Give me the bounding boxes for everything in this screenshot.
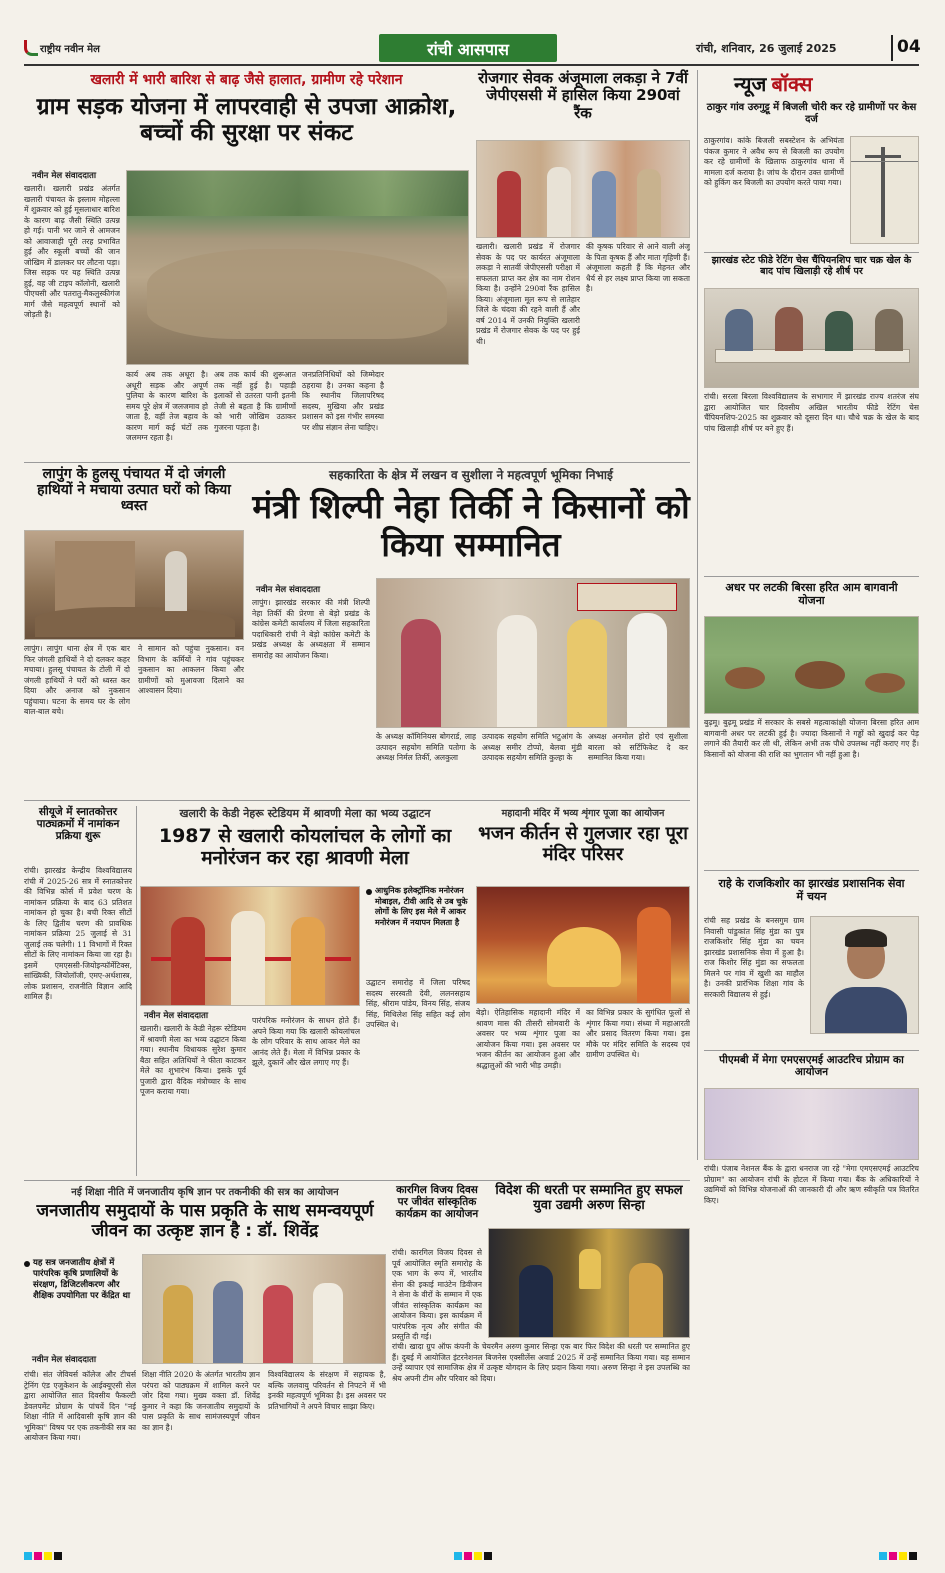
bhajan-col2: का विभिन्न प्रकार के सुगंधित फूलों से शृंगार किया गया। संध्या में महाआरती और प्रसाद वितरण किया गया। इस मौके पर मंदिर समिति के सदस्य एवं ग्रामीण उपस्थित थे। xyxy=(586,1008,690,1059)
chess-player-b xyxy=(775,307,803,351)
flood-photo xyxy=(126,170,469,365)
jpsc-body: खलारी। खलारी प्रखंड में रोजगार सेवक के पद पर कार्यरत अंजूमाला लकड़ा ने सातवीं जेपीएससी परीक्षा में सफलता प्राप्त कर क्षेत्र का नाम रोशन किया है। उन्होंने 290वां रैंक हासिल किया। अंजूमाला मूल रूप से लातेहार जिले के चंदवा की रहने वाली हैं और वर्ष 2014 में उनकी नियुक्ति खलारी प्रखंड में रोजगार सेवक के पद पर हुई थी। xyxy=(476,242,580,346)
story-bhajan xyxy=(476,806,690,1176)
shravani-body: खलारी। खलारी के केडी नेहरू स्टेडियम में श्रावणी मेला का भव्य उद्घाटन किया गया। स्थानीय विधायक सुरेश कुमार बैठा सहित अतिथियों ने फीता काटकर मेले का शुभारंभ किया। इसके पूर्व पुजारी द्वारा वैदिक मंत्रोच्चार के साथ पूजन कराया गया। xyxy=(140,1024,246,1096)
story-jpsc xyxy=(476,70,690,460)
chess-table xyxy=(715,349,910,363)
jpsc-headline: रोजगार सेवक अंजूमाला लकड़ा ने 7वीं जेपीएससी में हासिल किया 290वां रैंक xyxy=(478,69,688,122)
arun-trophy-icon xyxy=(579,1249,601,1289)
minister-headline: मंत्री शिल्पी नेहा तिर्की ने किसानों को किया सम्मानित xyxy=(252,487,690,564)
story-exam xyxy=(24,806,132,1176)
tribal-person-a xyxy=(163,1285,193,1364)
exam-divider xyxy=(136,806,137,1176)
tribal-person-b xyxy=(213,1281,243,1364)
shravani-highlight-box xyxy=(366,886,470,976)
arun-person-a xyxy=(519,1265,553,1338)
sep-flood-bottom xyxy=(24,462,690,463)
flood-col2: कार्य अब तक अधूरा है। अधूरी सड़क और अपूर्ण पुलिया के कारण बारिश के समय पूरे क्षेत्र में जलजमाव हो जाता है, वहीं तेज बहाव के कारण मार्ग कई घंटों तक जलमग्न रहता है। xyxy=(126,370,208,442)
shravani-byline: नवीन मेल संवाददाता xyxy=(144,1011,209,1021)
jpsc-body2: की कृषक परिवार से आने वाली अंजू के पिता कृषक हैं और माता गृहिणी हैं। अंजूमाला कहती हैं कि मेहनत और धैर्य से हर लक्ष्य प्राप्त किया जा सकता है। xyxy=(586,242,690,293)
news-box-title-b: बॉक्स xyxy=(771,72,813,96)
portrait-photo xyxy=(810,916,919,1034)
flood-photo-label xyxy=(133,352,243,360)
mango-photo xyxy=(704,616,919,714)
shravani-col3: उद्घाटन समारोह में जिला परिषद सदस्य सरस्वती देवी, ललनसहाय सिंह, श्रीराम पांडेय, विनय सिंह, संजय सिंह, मिथिलेश सिंह सहित कई लोग उपस्थित थे। xyxy=(366,978,470,1029)
masthead-rule xyxy=(24,64,919,66)
section-title: रांची आसपास xyxy=(427,40,509,59)
elephant-photo-person xyxy=(165,551,187,611)
news-box-title-a: न्यूज xyxy=(734,72,767,96)
shivling-icon xyxy=(547,927,621,987)
tribal-byline: नवीन मेल संवाददाता xyxy=(32,1355,97,1365)
dateline: रांची, शनिवार, 26 जुलाई 2025 xyxy=(696,42,837,55)
news-box-title xyxy=(734,70,914,96)
wire-line xyxy=(851,161,919,162)
jpsc-photo-figure-c xyxy=(592,171,616,238)
exam-body: रांची। झारखंड केन्द्रीय विश्वविद्यालय रांची में 2025-26 सत्र में स्नातकोत्तर की विभिन्न कोर्स में प्रवेश चरण के नामांकन प्रक्रिया के बाद 63 प्रतिशत नामांकन हो चुका है। बची रिक्त सीटों के लिए द्वितीय चरण की प्रावधिक नामांकन प्रक्रिया 25 जुलाई से 31 जुलाई तक चलेगी। 11 विभागों में रिक्त सीटों के लिए नामांकन किया जा रहा है। इसमें एमएससी-जियोइन्फॉर्मेटिक्स, सांख्यिकी, जियोलॉजी, एमए-अर्थशास्त्र, लोक प्रशासन, राजनीति विज्ञान आदि शामिल हैं। xyxy=(24,866,132,1001)
minister-photo-man-b xyxy=(567,619,607,728)
newsbox-item1-head: ठाकुर गांव उरुगुट्टू में बिजली चोरी कर रहे ग्रामीणों पर केस दर्ज xyxy=(706,102,917,125)
story-minister xyxy=(252,466,690,796)
cyan-mark-center xyxy=(454,1552,462,1560)
sep-middle xyxy=(24,800,690,801)
arun-photo xyxy=(488,1228,690,1338)
tribal-bullet-icon xyxy=(24,1261,30,1267)
story-elephant xyxy=(24,466,244,796)
tribal-photo xyxy=(142,1254,386,1364)
story-shravani xyxy=(140,806,470,1176)
newsbox-item3-body: बुढ़मू। बुढ़मू प्रखंड में सरकार के सबसे महत्वाकांक्षी योजना बिरसा हरित आम बागवानी अधर पर लटकी हुई है। ज्यादा किसानों ने गड्ढों को खुदाई कर पेड़ लगाने की तैयारी कर ली थी, लेकिन अभी तक पौधे उपलब्ध नहीं कराए गए हैं। किसानों को योजना की राशि का भुगतान भी नहीं हुआ है। xyxy=(704,718,919,759)
arun-headline: विदेश की धरती पर सम्मानित हुए सफल युवा उद्यमी अरुण सिन्हा xyxy=(495,1183,683,1213)
jpsc-photo-figure-a xyxy=(497,171,521,238)
kargil-headline: कारगिल विजय दिवस पर जीवंत सांस्कृतिक कार्यक्रम का आयोजन xyxy=(395,1184,479,1221)
shravani-kicker: खलारी के केडी नेहरू स्टेडियम में श्रावणी मेला का भव्य उद्घाटन xyxy=(179,807,431,820)
page-number: 04 xyxy=(897,37,921,57)
flood-lead: खलारी। खलारी प्रखंड अंतर्गत खलारी पंचायत के इस्लाम मोहल्ला में शुक्रवार को हुई मूसलाधार बारिश के कारण बाढ़ जैसी स्थिति उत्पन्न हो गई। पानी भर जाने से आमजन को आवाजाही पूरी तरह प्रभावित हुई और स्कूली बच्चों की जान जोखिम में डालकर घर लौटना पड़ा। जिस सड़क पर यह स्थिति उत्पन्न हुई, वह जी टाइप कॉलोनी, खलारी पीएचसी और पतरातु-मैकलुस्कीगंज मार्ग जैसे महत्वपूर्ण स्थानों को जोड़ती है। xyxy=(24,184,120,319)
tribal-col3: विश्वविद्यालय के संरक्षण में सहायक है, बल्कि जलवायु परिवर्तन से निपटने में भी इनकी महत्वपूर्ण भूमिका है। इस अवसर पर प्रतिभागियों ने अपने विचार साझा किए। xyxy=(268,1370,386,1411)
black-mark-right xyxy=(909,1552,917,1560)
shravani-col2: पारंपरिक मनोरंजन के साधन होते हैं। अपने किया गया कि खलारी कोयलांचल के लोग परिवार के साथ आकर मेले का आनंद लेते हैं। मेला में विभिन्न प्रकार के झूले, दुकानें और खेल लगाए गए हैं। xyxy=(252,1016,360,1067)
tribal-body: रांची। संत जेवियर्स कॉलेज और टीचर्स ट्रेनिंग एंड एजुकेशन के आईक्यूएसी सेल द्वारा आयोजित सात दिवसीय फैकल्टी डेवलपमेंट प्रोग्राम के पांचवें दिन "नई शिक्षा नीति में आदिवासी कृषि ज्ञान की भूमिका" विषय पर एक तकनीकी सत्र का आयोजन किया गया। xyxy=(24,1370,136,1442)
bhajan-body: बेड़ो। ऐतिहासिक महादानी मंदिर में श्रावण मास की तीसरी सोमवारी के अवसर पर भव्य शृंगार पूजा का आयोजन किया गया। इस अवसर पर भजन कीर्तन का आयोजन हुआ और श्रद्धालुओं की भारी भीड़ उमड़ी। xyxy=(476,1008,580,1070)
jpsc-photo-figure-b xyxy=(547,167,571,238)
newsbox-sep2 xyxy=(704,576,919,577)
cyan-mark xyxy=(24,1552,32,1560)
minister-caption: के अध्यक्ष कॉमिनियस बोगरार्ड, लाह उत्पादन सहयोग समिति पतोगा के अध्यक्ष निर्मल तिर्की, अलकुला xyxy=(376,732,476,762)
elephant-photo-wall xyxy=(55,541,135,611)
newsbox-item2-body: रांची। सरला बिरला विश्वविद्यालय के सभागार में झारखंड राज्य शतरंज संघ द्वारा आयोजित चार दिवसीय अखिल भारतीय फीडे रेटिंग चेस चैंपियनशिप-2025 का शुक्रवार को दूसरा दिन था। चौथे चक्र के खेल के बाद पांच खिलाड़ी शीर्ष पर बने हुए हैं। xyxy=(704,392,919,433)
tribal-highlight: यह सत्र जनजातीय क्षेत्रों में पारंपरिक कृषि प्रणालियों के संरक्षण, डिजिटलीकरण और शैक्षिक उपयोगिता पर केंद्रित था xyxy=(33,1258,131,1301)
newsbox-item5-head: पीएमबी में मेगा एमएसएमई आउटरिच प्रोग्राम का आयोजन xyxy=(719,1054,904,1079)
mango-pit-c xyxy=(865,673,905,693)
chess-player-a xyxy=(725,309,753,351)
minister-kicker: सहकारिता के क्षेत्र में लखन व सुशीला ने महत्वपूर्ण भूमिका निभाई xyxy=(329,468,613,482)
flood-col3: अब तक कार्य की शुरूआत तक नहीं हुई है। पहाड़ी इलाकों से उतरता पानी इतनी तेजी से बहता है कि ग्रामीणों को भारी जोखिम उठाकर गुजरना पड़ता है। xyxy=(214,370,296,432)
portrait-hair xyxy=(845,929,887,947)
newsbox-item3-head: अधर पर लटकी बिरसा हरित आम बागवानी योजना xyxy=(725,581,898,607)
registration-strip xyxy=(24,1550,919,1562)
shravani-person-c xyxy=(291,917,325,1006)
arun-person-b xyxy=(629,1263,663,1338)
cyan-mark-right xyxy=(879,1552,887,1560)
tribal-headline: जनजातीय समुदायों के पास प्रकृति के साथ समन्वयपूर्ण जीवन का उत्कृष्ट ज्ञान है : डॉ. शिवेंद्र xyxy=(36,1201,374,1241)
elephant-photo xyxy=(24,530,244,640)
minister-col4: अध्यक्ष अनमोल होरो एवं सुशीला बारला को सर्टिफिकेट दे कर सम्मानित किया गया। xyxy=(588,732,688,762)
black-mark-center xyxy=(484,1552,492,1560)
shravani-person-a xyxy=(171,917,205,1006)
flood-headline: ग्राम सड़क योजना में लापरवाही से उपजा आक्रोश, बच्चों की सुरक्षा पर संकट xyxy=(36,94,457,147)
portrait-shirt xyxy=(825,987,907,1034)
magenta-mark-center xyxy=(464,1552,472,1560)
logo-swoosh-icon xyxy=(24,40,38,56)
tribal-highlight-box xyxy=(24,1258,136,1348)
elephant-photo-rubble xyxy=(35,607,235,637)
bhajan-headline: भजन कीर्तन से गुलजार रहा पूरा मंदिर परिसर xyxy=(478,823,688,865)
yellow-mark xyxy=(44,1552,52,1560)
electric-pole-crossbar xyxy=(865,155,901,158)
newsbox-item2-head: झारखंड स्टेट फीडे रेटिंग चेस चैंपियनशिप चार चक्र खेल के बाद पांच खिलाड़ी रहे शीर्ष पर xyxy=(711,255,912,277)
newsbox-sep3 xyxy=(704,870,919,871)
newsbox-item4-body: रांची सह प्रखंड के बनसगुम ग्राम निवासी पांडुकांत सिंह मुंडा का पुत्र राजकिशोर सिंह मुंडा का चयन झारखंड प्रशासनिक सेवा में हुआ है। राज किशोर सिंह मुंडा का सफलता मिलने पर गांव में खुशी का माहौल है। उनकी प्रारंभिक शिक्षा गांव के सरकारी विद्यालय से हुई। xyxy=(704,916,804,999)
right-column-divider xyxy=(697,70,698,1160)
arun-body: रांची। खादा ग्रुप ऑफ कंपनी के चेयरमैन अरुण कुमार सिन्हा एक बार फिर विदेश की धरती पर सम्मानित हुए हैं। दुबई में आयोजित इंटरनेशनल बिजनेस एक्सीलेंस अवार्ड 2025 में उन्हें सम्मानित किया गया। यह सम्मान उन्हें व्यापार एवं सामाजिक क्षेत्र में उत्कृष्ट योगदान के लिए प्रदान किया गया। अरुण सिन्हा ने इस उपलब्धि का श्रेय अपनी टीम और परिवार को दिया। xyxy=(392,1342,690,1383)
sep-lower xyxy=(24,1180,690,1181)
tribal-person-c xyxy=(263,1285,293,1364)
bhajan-kicker: महादानी मंदिर में भव्य शृंगार पूजा का आयोजन xyxy=(501,808,665,819)
newsbox-illustration xyxy=(850,136,919,244)
flood-byline: नवीन मेल संवाददाता xyxy=(32,171,97,181)
minister-col3: उत्पादक सहयोग समिति भटुआंग के अध्यक्ष समीर टोप्पो, बेलवा मुंडी उत्पादक सहयोग समिति कुल्हा के xyxy=(482,732,582,762)
chess-player-d xyxy=(875,309,903,351)
chess-photo xyxy=(704,288,919,388)
yellow-mark-right xyxy=(899,1552,907,1560)
jpsc-photo xyxy=(476,140,690,238)
shravani-person-b xyxy=(231,911,265,1006)
newsbox-sep1 xyxy=(704,252,919,253)
section-banner xyxy=(379,34,557,62)
masthead xyxy=(24,34,919,64)
minister-photo-banner xyxy=(577,583,677,611)
chess-player-c xyxy=(825,311,853,351)
tribal-person-d xyxy=(313,1283,343,1364)
mango-pit-b xyxy=(795,661,845,689)
newsbox-item1-body: ठाकुरगांव। कांके बिजली सबस्टेशन के अभियंता पंकज कुमार ने अवैध रूप से बिजली का उपयोग कर रहे ग्रामीणों के खिलाफ ठाकुरगांव थाना में मामला दर्ज कराया है। जांच के दौरान उक्त ग्रामीणों को हुकिंग कर बिजली का उपयोग करते पाया गया। xyxy=(704,136,844,187)
flood-photo-water xyxy=(147,249,447,339)
flood-kicker: खलारी में भारी बारिश से बाढ़ जैसे हालात, ग्रामीण रहे परेशान xyxy=(90,72,403,88)
kargil-body: रांची। कारगिल विजय दिवस से पूर्व आयोजित स्मृति समारोह के एक भाग के रूप में, भारतीय सेना की इकाई माउंटेन डिवीजन ने सेना के वीरों के सम्मान में एक जीवंत सांस्कृतिक कार्यक्रम का आयोजन किया। इस कार्यक्रम में पारंपरिक नृत्य और संगीत की प्रस्तुति दी गई। xyxy=(392,1248,482,1341)
temple-priest xyxy=(637,907,671,1004)
bank-photo xyxy=(704,1088,919,1160)
shravani-photo xyxy=(140,886,360,1006)
shravani-highlight: आधुनिक इलेक्ट्रॉनिक मनोरंजन मोबाइल, टीवी आदि से उब चुके लोगों के लिए इस मेले में आकर मनोरंजन में नयापन मिलता है xyxy=(375,886,468,927)
mango-pit-a xyxy=(725,667,765,689)
minister-photo-man-a xyxy=(497,615,537,728)
tribal-kicker: नई शिक्षा नीति में जनजातीय कृषि ज्ञान पर तकनीकी की सत्र का आयोजन xyxy=(71,1187,339,1198)
elephant-body2: ने सामान को पहुंचा नुकसान। वन विभाग के कर्मियों ने गांव पहुंचकर नुकसान का आकलन किया और ग्रामीणों को मुआवजा दिलाने का आश्वासन दिया। xyxy=(138,644,244,695)
minister-photo-woman xyxy=(401,619,441,728)
elephant-body: लापुंग। लापुंग थाना क्षेत्र में एक बार फिर जंगली हाथियों ने दो दलकर कहर मचाया। हुलसू पंचायत के टोली में दो जंगली हाथियों ने घरों को ध्वस्त कर दिया और अनाज को नुकसान पहुंचाया। घटना के समय घर के लोग बाल-बाल बचे। xyxy=(24,644,130,716)
elephant-headline: लापुंग के हुलसू पंचायत में दो जंगली हाथियों ने मचाया उत्पात घरों को किया ध्वस्त xyxy=(37,466,231,515)
black-mark xyxy=(54,1552,62,1560)
temple-photo xyxy=(476,886,690,1004)
page-number-box xyxy=(891,35,919,61)
minister-byline: नवीन मेल संवाददाता xyxy=(256,585,321,595)
minister-body: लापुंग। झारखंड सरकार की मंत्री शिल्पी नेहा तिर्की की प्रेरणा से बेड़ो प्रखंड के कांग्रेस कमेटी कार्यालय में जिला सहकारिता पदाधिकारी रांची ने बेड़ो कांग्रेस कमेटी के प्रखंड अध्यक्ष के अध्यक्षता में सम्मान समारोह का आयोजन किया। xyxy=(252,598,370,660)
paper-name: राष्ट्रीय नवीन मेल xyxy=(40,44,100,55)
tribal-col2: शिक्षा नीति 2020 के अंतर्गत भारतीय ज्ञान परंपरा को पाठ्यक्रम में शामिल करने पर जोर दिया गया। मुख्य वक्ता डॉ. शिवेंद्र कुमार ने कहा कि जनजातीय समुदायों के पास प्रकृति के साथ सामंजस्यपूर्ण जीवन का ज्ञान है। xyxy=(142,1370,260,1432)
flood-col4: जनप्रतिनिधियों को जिम्मेदार ठहराया है। उनका कहना है कि स्थानीय जिलापरिषद सदस्य, मुखिया और प्रखंड प्रशासन को इस गंभीर समस्या पर शीघ्र संज्ञान लेना चाहिए। xyxy=(302,370,384,432)
newsbox-sep4 xyxy=(704,1050,919,1051)
story-flood xyxy=(24,70,469,460)
bullet-icon xyxy=(366,889,372,895)
masthead-logo-block xyxy=(24,36,124,62)
jpsc-photo-figure-d xyxy=(637,169,661,238)
flood-photo-trees xyxy=(127,171,469,216)
exam-headline: सीयूजे में स्नातकोत्तर पाठ्यक्रमों में नामांकन प्रक्रिया शुरू xyxy=(36,806,120,843)
minister-photo xyxy=(376,578,690,728)
minister-photo-man-c xyxy=(627,613,667,728)
story-tribal xyxy=(24,1184,386,1544)
yellow-mark-center xyxy=(474,1552,482,1560)
magenta-mark-right xyxy=(889,1552,897,1560)
newsbox-item5-body: रांची। पंजाब नेशनल बैंक के द्वारा धनराज जा रहे "मेगा एमएसएमई आउटरिच प्रोग्राम" का आयोजन रांची के होटल में किया गया। बैंक के अधिकारियों ने उद्यमियों को विभिन्न योजनाओं की जानकारी दी और ऋण स्वीकृति पत्र वितरित किए। xyxy=(704,1164,919,1205)
newsbox-item4-head: राहे के राजकिशोर का झारखंड प्रशासनिक सेवा में चयन xyxy=(718,877,905,903)
magenta-mark xyxy=(34,1552,42,1560)
news-box xyxy=(704,70,919,1160)
shravani-headline: 1987 से खलारी कोयलांचल के लोगों का मनोरंजन कर रहा श्रावणी मेला xyxy=(158,825,452,869)
